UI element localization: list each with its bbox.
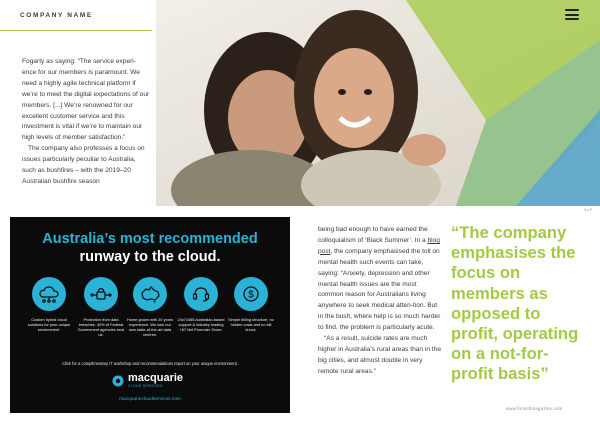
article-paragraph: “As a result, suicide rates are much higher in Australia’s rural areas than in the big cities, and almost double in very remote rural areas.” <box>318 335 442 375</box>
hamburger-menu-icon[interactable] <box>565 9 579 21</box>
ad-feature <box>24 277 74 332</box>
pull-quote: “The company emphasises the focus on members as opposed to profit, operating on a not-for-profit basis” <box>451 223 579 384</box>
ad-feature-text: Home grown with 20 years experience. We own our own state-of-the-art data centres. <box>126 317 174 337</box>
article-column-left <box>22 57 150 188</box>
ad-feature <box>125 277 175 337</box>
macquarie-logo <box>112 373 183 388</box>
ad-feature-text: 24x7x365 Australian-based support & industry leading +67 Net Promoter Score. <box>177 317 225 332</box>
side-tab-label: SUP <box>584 208 593 212</box>
ad-feature <box>226 277 276 332</box>
ad-feature-text: Simple billing structure, no hidden costs and no bill shock. <box>228 317 274 332</box>
article-paragraph <box>318 225 442 334</box>
dollar-coin-icon <box>234 277 268 311</box>
ad-feature <box>176 277 226 332</box>
cloud-network-icon <box>32 277 66 311</box>
padlock-network-icon <box>84 277 118 311</box>
macquarie-logo-mark-icon <box>112 375 124 387</box>
australia-map-icon <box>133 277 167 311</box>
ad-call-to-action[interactable]: Click for a complimentary IT workshop and recommendations report on your unique environment. <box>62 361 238 366</box>
ad-title-line-1: Australia’s most recommended <box>42 231 258 247</box>
footer-url[interactable]: www.fintechmagazine.com <box>506 406 563 411</box>
article-paragraph: Fogarty as saying: “The service experi-ence for our members is paramount. We need a highly agile technical platform if we’re to meet the digital expectations of our members. [...] We’re renowned for our excellent customer service and this investment is vital if we’re to maintain our high levels of member satisfaction.” <box>22 58 150 142</box>
ad-feature <box>76 277 126 337</box>
ad-url-link[interactable]: macquariecloudservices.com <box>119 397 181 402</box>
ad-logo-name: macquarie <box>128 372 184 384</box>
company-name: COMPANY NAME <box>20 12 93 19</box>
blog-post-link[interactable]: blog post <box>318 236 440 255</box>
ad-feature-text: Custom hybrid cloud solutions for your unique environment. <box>27 317 71 332</box>
header-rule <box>0 30 152 31</box>
svg-text:$: $ <box>248 289 254 301</box>
article-column-right <box>318 225 442 378</box>
hero-photo <box>156 0 600 206</box>
ad-title-line-2: runway to the cloud. <box>79 249 221 265</box>
ad-logo-subtitle: CLOUD SERVICES <box>128 384 163 388</box>
article-paragraph: The company also professes a focus on issues particularly peculiar to Australia, such as bushfires – with the 2019–20 Australian bushfire season <box>22 145 145 185</box>
article-text: , the company emphasised the toll on mental health such events can take, saying: “Anxiety, depression and other mental health issues are the most common reason for Australians living anywhere to seek medical atten-tion. But in the bush, where help is so much harder to find, the problem is particularly acute. <box>318 247 441 332</box>
advertisement[interactable] <box>10 217 290 413</box>
ad-feature-text: Protection from data breaches. 42% of Federal Government agencies trust us. <box>77 317 125 337</box>
headset-support-icon <box>184 277 218 311</box>
mother-daughter-photo <box>156 0 600 206</box>
article-text: being bad enough to have earned the colloquialism of ‘Black Summer’. In a <box>318 226 428 244</box>
